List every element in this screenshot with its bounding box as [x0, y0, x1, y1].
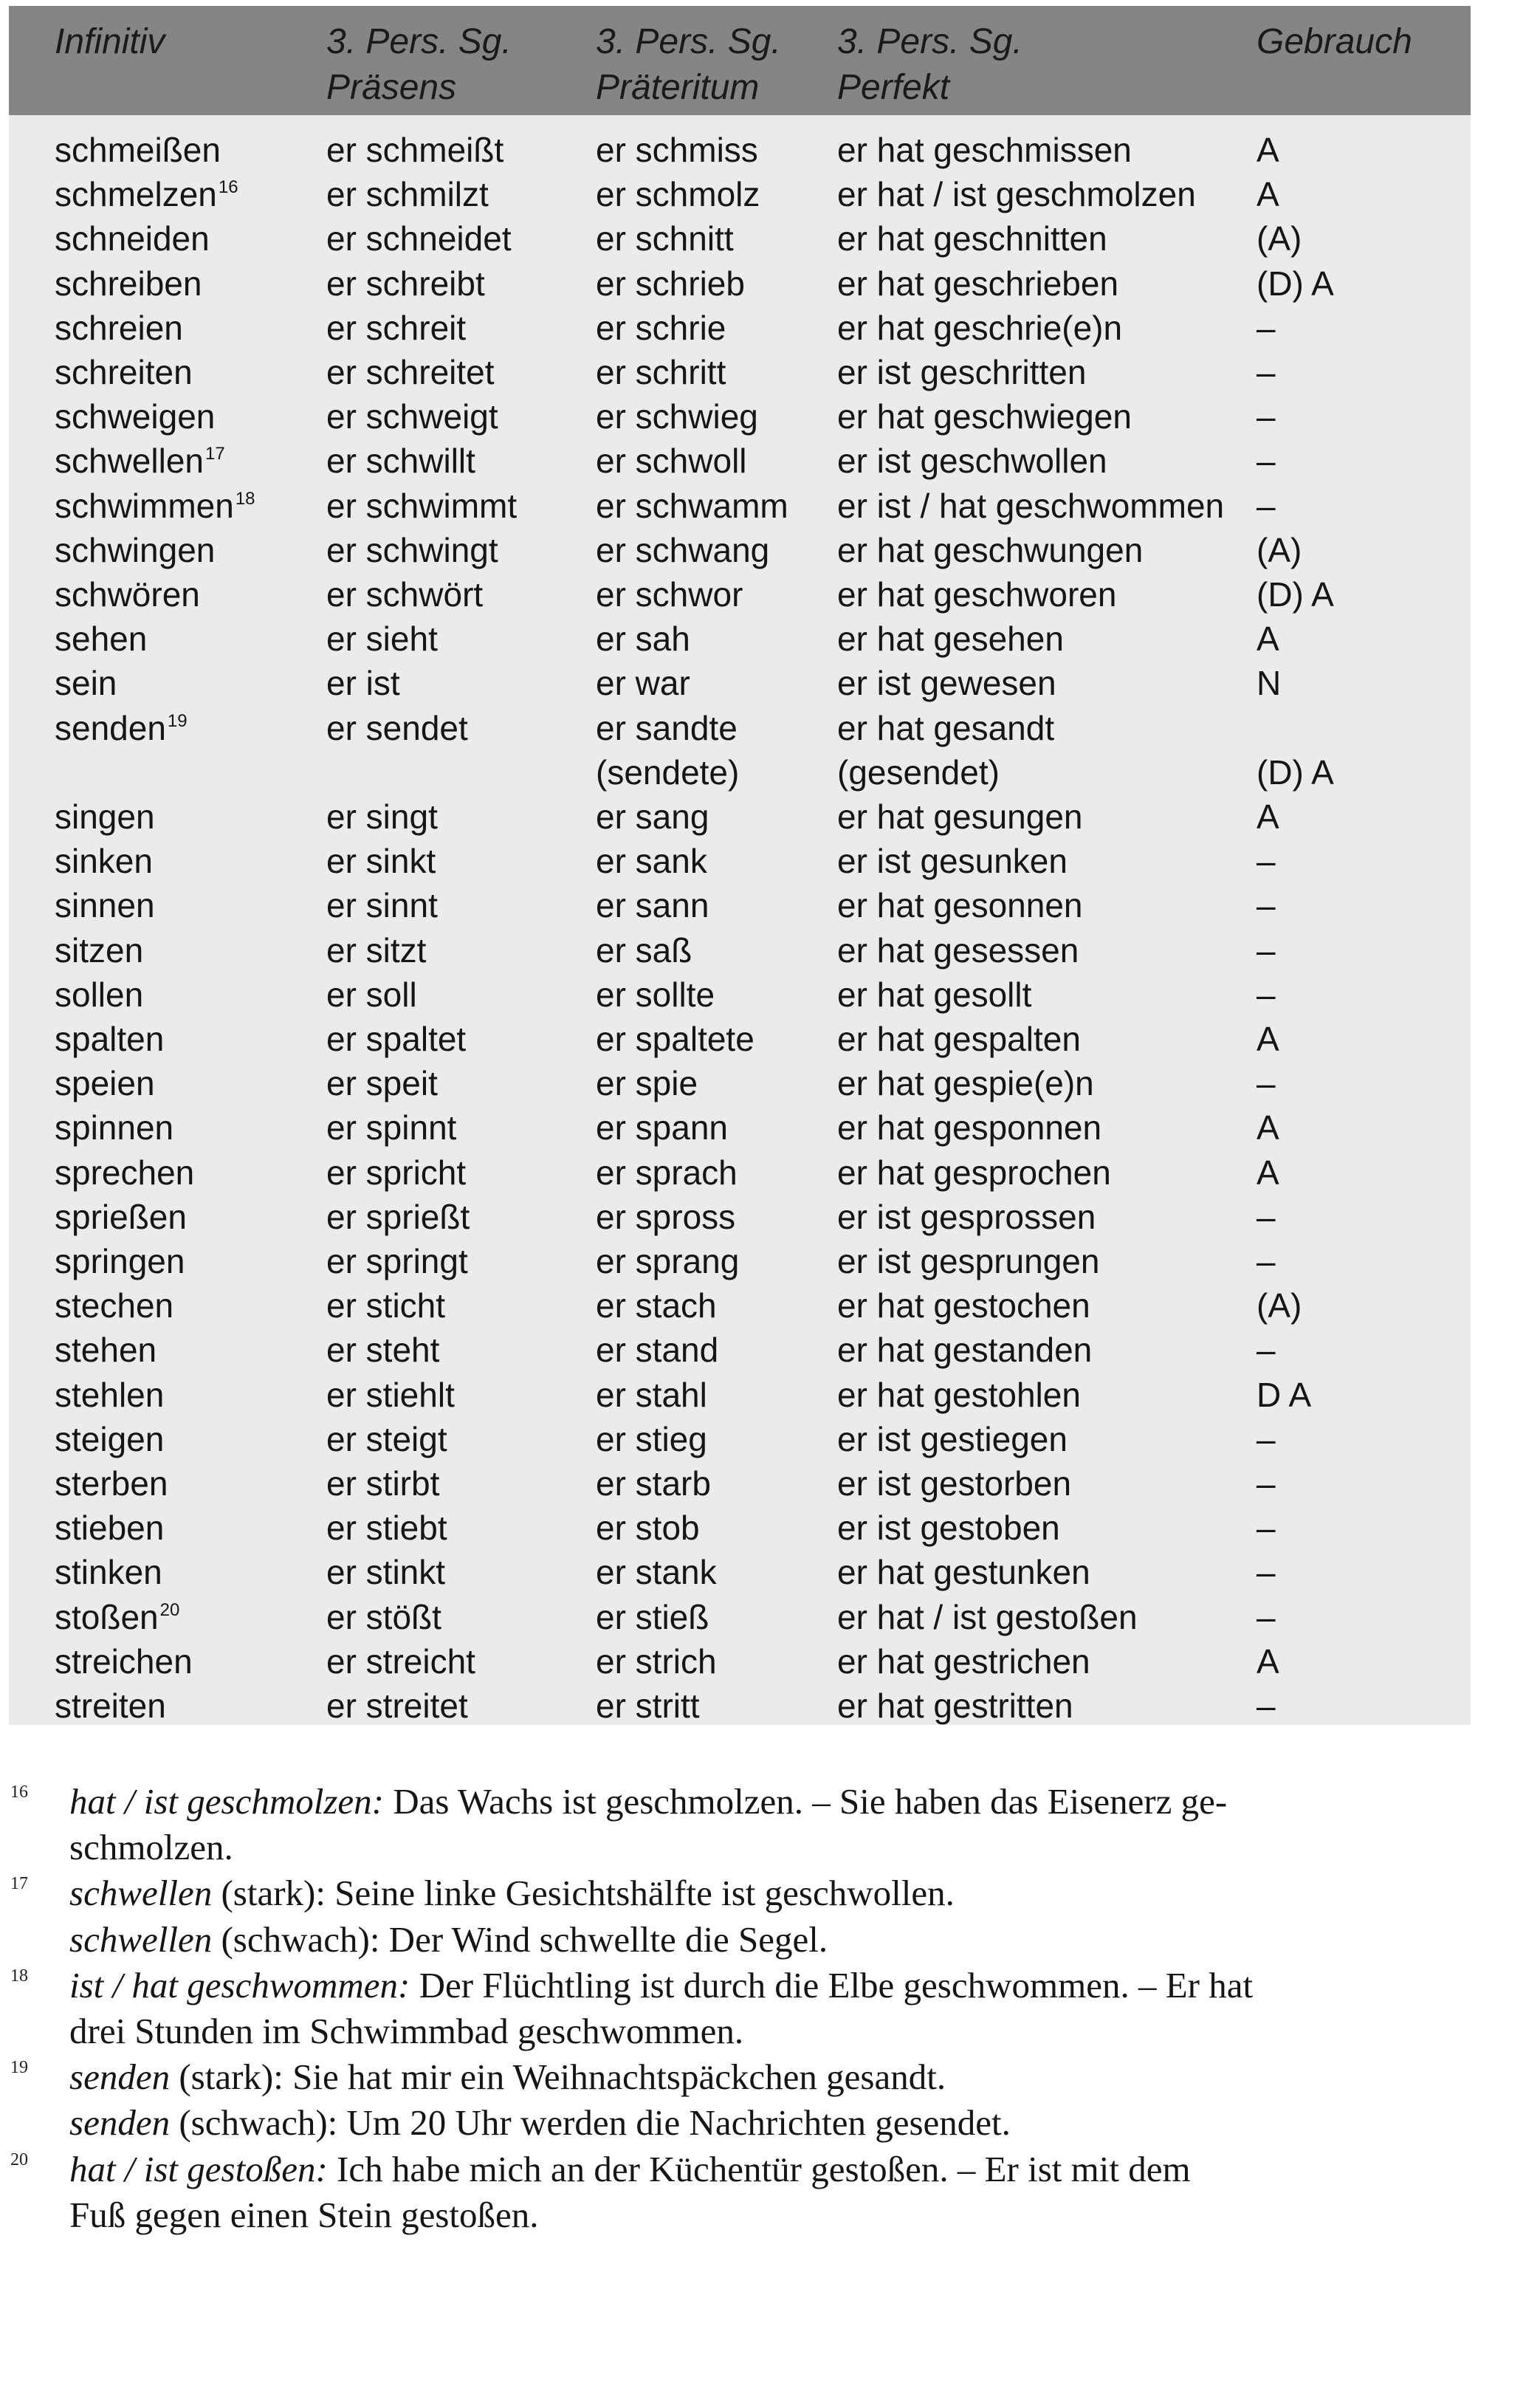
- cell-praesens: er schwört: [326, 575, 484, 614]
- cell-gebrauch: N: [1257, 664, 1282, 703]
- table-row: [9, 1239, 1471, 1283]
- cell-infinitiv: [55, 839, 154, 883]
- infinitiv-text: steigen: [55, 1419, 165, 1458]
- cell-praeteritum: er schwor: [596, 575, 743, 614]
- cell-infinitiv: [55, 306, 185, 350]
- table-body: [9, 6, 1471, 1725]
- cell-praesens: er sinnt: [326, 886, 438, 925]
- cell-praeteritum: er spross: [596, 1197, 736, 1236]
- cell-praeteritum: er sprach: [596, 1153, 738, 1192]
- cell-praeteritum: er stob: [596, 1509, 700, 1548]
- table-row: [9, 439, 1471, 483]
- cell-praeteritum: er schrieb: [596, 264, 745, 303]
- cell-infinitiv: [55, 1328, 158, 1372]
- header-gebrauch-label: Gebrauch: [1257, 22, 1412, 61]
- cell-praesens: er stiebt: [326, 1509, 447, 1548]
- cell-infinitiv: [55, 1417, 165, 1461]
- infinitiv-text: stehen: [55, 1331, 157, 1370]
- cell-gebrauch: (A): [1257, 219, 1302, 258]
- cell-infinitiv: [55, 1373, 165, 1417]
- footnote-term: hat / ist gestoßen:: [69, 2148, 328, 2189]
- cell-gebrauch: –: [1257, 486, 1276, 525]
- infinitiv-text: schwören: [55, 575, 200, 614]
- footnote-term: senden: [69, 2102, 171, 2144]
- footnote-line: [69, 1871, 955, 1915]
- cell-perfekt: er hat gesessen: [837, 930, 1079, 970]
- cell-perfekt: er hat gesandt: [837, 708, 1055, 747]
- cell-praesens: er sendet: [326, 708, 468, 747]
- cell-perfekt: er ist gestiegen: [837, 1419, 1068, 1458]
- infinitiv-text: spinnen: [55, 1108, 174, 1147]
- cell-gebrauch: A: [1257, 131, 1279, 169]
- infinitiv-text: stechen: [55, 1286, 174, 1325]
- cell-gebrauch: –: [1257, 1242, 1276, 1280]
- infinitiv-text: spalten: [55, 1020, 165, 1058]
- infinitiv-text: schwingen: [55, 530, 216, 569]
- footnote-number: 17: [10, 1874, 28, 1894]
- cell-praesens: er steigt: [326, 1419, 447, 1458]
- table-row: [9, 928, 1471, 972]
- cell-gebrauch: –: [1257, 886, 1276, 925]
- cell-infinitiv: [55, 1461, 169, 1506]
- cell-gebrauch: –: [1257, 975, 1276, 1014]
- infinitiv-text: schmelzen: [55, 175, 217, 214]
- cell-infinitiv: [55, 261, 203, 306]
- table-row: [9, 172, 1471, 216]
- cell-praeteritum: er starb: [596, 1464, 711, 1503]
- cell-perfekt: er hat geschworen: [837, 575, 1117, 614]
- footnote-line: [69, 2009, 743, 2054]
- cell-infinitiv: [55, 883, 157, 927]
- table-row: [9, 528, 1471, 572]
- cell-praeteritum: er schritt: [596, 353, 726, 391]
- cell-infinitiv: [55, 439, 225, 483]
- table-row: [9, 1506, 1471, 1550]
- footnote-line: [69, 1963, 1253, 2008]
- footnote-term: schwellen: [69, 1873, 213, 1914]
- cell-praesens: er stinkt: [326, 1553, 446, 1592]
- infinitiv-text: stinken: [55, 1553, 162, 1592]
- table-row: [9, 1061, 1471, 1105]
- footnote-term: schwellen: [69, 1918, 213, 1960]
- table-row: [9, 350, 1471, 394]
- infinitiv-text: sitzen: [55, 930, 144, 970]
- cell-infinitiv: [55, 1684, 168, 1728]
- cell-praeteritum: er sann: [596, 886, 709, 925]
- table-row: [9, 1373, 1471, 1417]
- cell-praeteritum: er schmolz: [596, 175, 760, 214]
- cell-infinitiv: [55, 661, 118, 705]
- cell-praeteritum: er sollte: [596, 975, 715, 1014]
- footnote-line: [69, 2193, 539, 2237]
- table-row: [9, 1328, 1471, 1372]
- table-row: [9, 795, 1471, 839]
- cell-perfekt: er hat gespalten: [837, 1020, 1081, 1058]
- cell-praesens: er ist: [326, 664, 400, 703]
- cell-praeteritum: er schnitt: [596, 219, 734, 258]
- infinitiv-text: streiten: [55, 1687, 166, 1725]
- cell-praeteritum: er stieg: [596, 1419, 707, 1458]
- infinitiv-text: schweigen: [55, 397, 216, 436]
- cell-perfekt: er hat gestohlen: [837, 1375, 1081, 1414]
- cell-praesens: er spinnt: [326, 1108, 457, 1147]
- footnote-text: (stark): Sie hat mir ein Weihnachtspäckchen gesandt.: [170, 2056, 946, 2098]
- table-row: [9, 1017, 1471, 1061]
- cell-praesens: er schmilzt: [326, 175, 489, 214]
- cell-praesens: er singt: [326, 797, 438, 836]
- infinitiv-text: senden: [55, 708, 166, 747]
- cell-praeteritum: er stahl: [596, 1375, 707, 1414]
- cell-infinitiv: [55, 1150, 196, 1195]
- footnote-number: 16: [10, 1783, 28, 1802]
- infinitiv-text: schreien: [55, 308, 183, 347]
- cell-gebrauch: (A): [1257, 530, 1302, 569]
- header-praeteritum-line-1: 3. Pers. Sg.: [596, 22, 781, 61]
- footnote-line: [69, 2101, 1011, 2145]
- footnote-line: [69, 2055, 946, 2099]
- table-row: [9, 972, 1471, 1017]
- cell-gebrauch: –: [1257, 1553, 1276, 1592]
- header-perfekt-line-1: 3. Pers. Sg.: [837, 22, 1022, 61]
- footnote-text: drei Stunden im Schwimmbad geschwommen.: [69, 2011, 744, 2051]
- cell-gebrauch: A: [1257, 1020, 1279, 1058]
- cell-praeteritum: er schmiss: [596, 131, 758, 169]
- table-row: [9, 1195, 1471, 1239]
- footnote-text: Das Wachs ist geschmolzen. – Sie haben das Eisenerz ge-: [383, 1781, 1228, 1822]
- table-row: [9, 1639, 1471, 1684]
- cell-perfekt: er ist gewesen: [837, 664, 1056, 703]
- cell-praesens: er schreitet: [326, 353, 495, 391]
- cell-gebrauch: –: [1257, 1419, 1276, 1458]
- cell-perfekt: er hat gesungen: [837, 797, 1083, 836]
- table-row: [9, 572, 1471, 617]
- infinitiv-text: streichen: [55, 1641, 193, 1681]
- cell-praesens: er sitzt: [326, 930, 427, 970]
- cell-infinitiv: [55, 528, 216, 572]
- cell-perfekt: (gesendet): [837, 752, 1000, 792]
- infinitiv-text: sinnen: [55, 886, 155, 925]
- cell-praeteritum: er stieß: [596, 1597, 709, 1636]
- header-infinitiv-label: Infinitiv: [55, 22, 165, 61]
- cell-gebrauch: –: [1257, 1509, 1276, 1548]
- footnote-ref: 18: [235, 488, 255, 509]
- cell-infinitiv: [55, 128, 222, 172]
- table-row: [9, 261, 1471, 306]
- cell-gebrauch: –: [1257, 1597, 1276, 1636]
- cell-infinitiv: [55, 750, 56, 795]
- cell-gebrauch: A: [1257, 1153, 1279, 1192]
- cell-perfekt: er ist / hat geschwommen: [837, 486, 1225, 525]
- cell-praeteritum: er spann: [596, 1108, 729, 1147]
- table-row: [9, 1550, 1471, 1594]
- cell-praeteritum: er stank: [596, 1553, 717, 1592]
- cell-praeteritum: (sendete): [596, 752, 740, 792]
- cell-perfekt: er hat geschnitten: [837, 219, 1107, 258]
- cell-gebrauch: A: [1257, 175, 1279, 214]
- cell-gebrauch: (A): [1257, 1286, 1302, 1325]
- cell-praesens: er spricht: [326, 1153, 467, 1192]
- cell-gebrauch: –: [1257, 842, 1276, 881]
- footnote-text: Ich habe mich an der Küchentür gestoßen. – Er ist mit dem: [327, 2148, 1191, 2189]
- cell-gebrauch: A: [1257, 797, 1279, 836]
- cell-praesens: er streicht: [326, 1641, 475, 1681]
- cell-gebrauch: –: [1257, 1064, 1276, 1103]
- footnote-text: schmolzen.: [69, 1827, 233, 1868]
- cell-perfekt: er hat geschwiegen: [837, 397, 1132, 436]
- infinitiv-text: speien: [55, 1064, 155, 1103]
- cell-infinitiv: [55, 795, 157, 839]
- cell-infinitiv: [55, 706, 188, 750]
- cell-perfekt: er hat gespie(e)n: [837, 1064, 1094, 1103]
- cell-perfekt: er hat geschrieben: [837, 264, 1119, 303]
- cell-perfekt: er hat geschwungen: [837, 530, 1144, 569]
- infinitiv-text: sprechen: [55, 1153, 195, 1192]
- footnote-line: [69, 1918, 828, 1962]
- cell-gebrauch: (D) A: [1257, 264, 1334, 303]
- cell-gebrauch: –: [1257, 308, 1276, 347]
- footnote-term: ist / hat geschwommen:: [69, 1964, 410, 2006]
- table-row: [9, 1417, 1471, 1461]
- header-perfekt-line-2: Perfekt: [837, 68, 950, 107]
- cell-praeteritum: er spie: [596, 1064, 698, 1103]
- cell-infinitiv: [55, 1017, 165, 1061]
- infinitiv-text: stieben: [55, 1509, 165, 1548]
- cell-infinitiv: [55, 350, 194, 394]
- infinitiv-text: sollen: [55, 975, 144, 1014]
- infinitiv-text: sein: [55, 664, 117, 703]
- cell-gebrauch: A: [1257, 1108, 1279, 1147]
- cell-praeteritum: er stand: [596, 1331, 719, 1370]
- infinitiv-text: sinken: [55, 842, 153, 881]
- cell-perfekt: er hat / ist geschmolzen: [837, 175, 1196, 214]
- cell-praeteritum: er schwieg: [596, 397, 758, 436]
- cell-praesens: er speit: [326, 1064, 438, 1103]
- cell-praesens: er springt: [326, 1242, 468, 1280]
- infinitiv-text: springen: [55, 1242, 185, 1280]
- cell-praeteritum: er stritt: [596, 1687, 700, 1725]
- infinitiv-text: schreiben: [55, 264, 202, 303]
- cell-praeteritum: er strich: [596, 1641, 717, 1681]
- table-row: [9, 750, 1471, 795]
- cell-praesens: er schwingt: [326, 530, 498, 569]
- cell-praesens: er sinkt: [326, 842, 436, 881]
- header-praesens-line-1: 3. Pers. Sg.: [326, 22, 512, 61]
- cell-praesens: er sticht: [326, 1286, 446, 1325]
- cell-praesens: er stiehlt: [326, 1375, 455, 1414]
- infinitiv-text: schwellen: [55, 442, 204, 481]
- cell-perfekt: er hat gesponnen: [837, 1108, 1102, 1147]
- cell-infinitiv: [55, 394, 216, 439]
- cell-gebrauch: –: [1257, 1331, 1276, 1370]
- table-row: [9, 1105, 1471, 1150]
- cell-infinitiv: [55, 172, 238, 216]
- footnote-number: 20: [10, 2149, 28, 2169]
- cell-praeteritum: er sang: [596, 797, 709, 836]
- cell-perfekt: er ist gesunken: [837, 842, 1068, 881]
- cell-praeteritum: er sah: [596, 620, 690, 659]
- cell-infinitiv: [55, 1239, 186, 1283]
- cell-gebrauch: (D) A: [1257, 752, 1334, 792]
- cell-perfekt: er ist gesprossen: [837, 1197, 1096, 1236]
- cell-praeteritum: er war: [596, 664, 690, 703]
- cell-praeteritum: er sank: [596, 842, 707, 881]
- table-row: [9, 1283, 1471, 1328]
- cell-perfekt: er hat gesehen: [837, 620, 1064, 659]
- cell-praesens: er soll: [326, 975, 417, 1014]
- infinitiv-text: stehlen: [55, 1375, 165, 1414]
- footnote-text: Fuß gegen einen Stein gestoßen.: [69, 2194, 539, 2235]
- table-row: [9, 394, 1471, 439]
- cell-gebrauch: A: [1257, 620, 1279, 659]
- table-row: [9, 617, 1471, 661]
- cell-infinitiv: [55, 484, 255, 528]
- footnote-line: [69, 1780, 1227, 1824]
- cell-infinitiv: [55, 572, 202, 617]
- cell-praeteritum: er spaltete: [596, 1020, 754, 1058]
- footnote-line: [69, 1825, 233, 1870]
- footnote-term: senden: [69, 2056, 171, 2098]
- cell-perfekt: er hat gesprochen: [837, 1153, 1111, 1192]
- cell-praesens: er stößt: [326, 1597, 441, 1636]
- header-praeteritum-line-2: Präteritum: [596, 68, 760, 107]
- cell-gebrauch: –: [1257, 1687, 1276, 1725]
- cell-perfekt: er hat geschmissen: [837, 131, 1132, 169]
- header-praesens-line-2: Präsens: [326, 68, 457, 107]
- table-row: [9, 1684, 1471, 1728]
- cell-praesens: er schweigt: [326, 397, 498, 436]
- cell-praesens: er sieht: [326, 620, 438, 659]
- footnote-number: 18: [10, 1966, 28, 1986]
- cell-perfekt: er hat gestritten: [837, 1687, 1073, 1725]
- cell-praesens: er schreit: [326, 308, 467, 347]
- footnote-text: (stark): Seine linke Gesichtshälfte ist geschwollen.: [212, 1873, 955, 1914]
- table-row: [9, 1595, 1471, 1639]
- cell-gebrauch: –: [1257, 397, 1276, 436]
- cell-gebrauch: D A: [1257, 1375, 1312, 1414]
- table-row: [9, 306, 1471, 350]
- infinitiv-text: schwimmen: [55, 486, 234, 525]
- cell-praesens: er streitet: [326, 1687, 468, 1725]
- cell-praesens: er spaltet: [326, 1020, 467, 1058]
- table-row: [9, 1150, 1471, 1195]
- footnote-number: 19: [10, 2058, 28, 2078]
- infinitiv-text: schreiten: [55, 353, 193, 391]
- cell-infinitiv: [55, 617, 148, 661]
- cell-gebrauch: –: [1257, 442, 1276, 481]
- cell-praeteritum: er saß: [596, 930, 692, 970]
- infinitiv-text: schmeißen: [55, 131, 221, 169]
- cell-infinitiv: [55, 1105, 175, 1150]
- cell-praesens: er steht: [326, 1331, 440, 1370]
- cell-praesens: er stirbt: [326, 1464, 440, 1503]
- cell-perfekt: er hat gestrichen: [837, 1641, 1090, 1681]
- cell-praesens: er schwimmt: [326, 486, 518, 525]
- table-row: [9, 883, 1471, 927]
- footnote-ref: 16: [218, 177, 238, 198]
- cell-perfekt: er ist gestorben: [837, 1464, 1072, 1503]
- cell-perfekt: er hat gesonnen: [837, 886, 1083, 925]
- cell-infinitiv: [55, 1595, 179, 1639]
- cell-praesens: er schwillt: [326, 442, 475, 481]
- cell-perfekt: er hat gestunken: [837, 1553, 1090, 1592]
- table-row: [9, 484, 1471, 528]
- cell-infinitiv: [55, 1550, 164, 1594]
- footnote-text: Der Flüchtling ist durch die Elbe geschwommen. – Er hat: [410, 1964, 1254, 2006]
- cell-perfekt: er ist gestoben: [837, 1509, 1060, 1548]
- table-row: [9, 706, 1471, 750]
- cell-gebrauch: –: [1257, 1197, 1276, 1236]
- footnote-ref: 20: [159, 1599, 180, 1620]
- infinitiv-text: schneiden: [55, 219, 210, 258]
- cell-praeteritum: er schwoll: [596, 442, 747, 481]
- cell-gebrauch: –: [1257, 353, 1276, 391]
- infinitiv-text: stoßen: [55, 1597, 159, 1636]
- cell-infinitiv: [55, 1195, 188, 1239]
- footnote-ref: 19: [167, 710, 188, 731]
- infinitiv-text: sehen: [55, 620, 148, 659]
- cell-infinitiv: [55, 1283, 175, 1328]
- cell-praeteritum: er schwang: [596, 530, 770, 569]
- table-row: [9, 128, 1471, 172]
- cell-praesens: er schmeißt: [326, 131, 504, 169]
- cell-gebrauch: (D) A: [1257, 575, 1334, 614]
- footnote-line: [69, 2147, 1191, 2192]
- footnote-ref: 17: [205, 444, 225, 464]
- cell-praesens: er schreibt: [326, 264, 485, 303]
- cell-perfekt: er hat gesollt: [837, 975, 1032, 1014]
- infinitiv-text: sterben: [55, 1464, 168, 1503]
- cell-praeteritum: er sandte: [596, 708, 738, 747]
- cell-perfekt: er hat gestochen: [837, 1286, 1090, 1325]
- cell-infinitiv: [55, 972, 145, 1017]
- cell-gebrauch: –: [1257, 930, 1276, 970]
- cell-infinitiv: [55, 1506, 165, 1550]
- cell-perfekt: er ist geschritten: [837, 353, 1087, 391]
- cell-perfekt: er ist geschwollen: [837, 442, 1107, 481]
- cell-perfekt: er ist gesprungen: [837, 1242, 1100, 1280]
- cell-infinitiv: [55, 216, 211, 261]
- footnote-term: hat / ist geschmolzen:: [69, 1781, 384, 1822]
- cell-praesens: er schneidet: [326, 219, 512, 258]
- infinitiv-text: sprießen: [55, 1197, 187, 1236]
- verb-table: [9, 6, 1471, 1725]
- table-row: [9, 216, 1471, 261]
- footnote-text: (schwach): Der Wind schwellte die Segel.: [212, 1918, 828, 1960]
- footnote-text: (schwach): Um 20 Uhr werden die Nachrichten gesendet.: [170, 2102, 1011, 2144]
- cell-gebrauch: A: [1257, 1641, 1279, 1681]
- cell-infinitiv: [55, 928, 145, 972]
- cell-praeteritum: er schwamm: [596, 486, 788, 525]
- cell-praeteritum: er schrie: [596, 308, 726, 347]
- cell-gebrauch: –: [1257, 1464, 1276, 1503]
- cell-infinitiv: [55, 1061, 157, 1105]
- cell-perfekt: er hat gestanden: [837, 1331, 1093, 1370]
- cell-perfekt: er hat / ist gestoßen: [837, 1597, 1138, 1636]
- cell-infinitiv: [55, 1639, 194, 1684]
- cell-praeteritum: er stach: [596, 1286, 717, 1325]
- cell-praeteritum: er sprang: [596, 1242, 740, 1280]
- cell-perfekt: er hat geschrie(e)n: [837, 308, 1123, 347]
- table-row: [9, 839, 1471, 883]
- table-row: [9, 1461, 1471, 1506]
- cell-praesens: er sprießt: [326, 1197, 470, 1236]
- infinitiv-text: singen: [55, 797, 155, 836]
- table-row: [9, 661, 1471, 705]
